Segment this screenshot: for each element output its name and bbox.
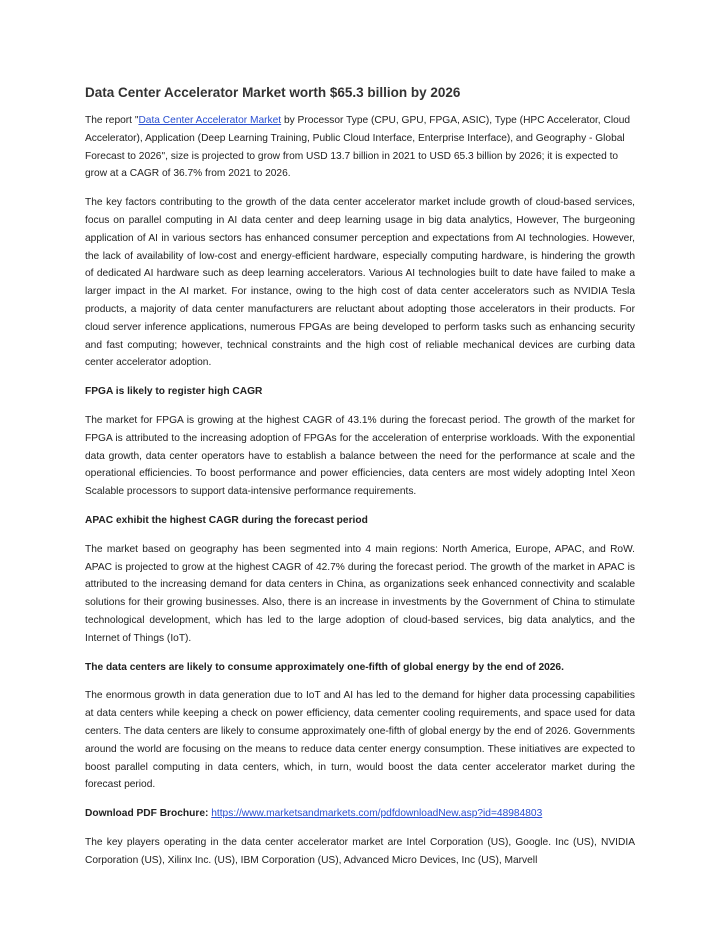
energy-heading: The data centers are likely to consume approximately one-fifth of global energy by the end of 2026. [85,661,564,673]
market-report-link[interactable]: Data Center Accelerator Market [138,115,282,126]
document-page [85,84,635,880]
document-title: Data Center Accelerator Market worth $65.3 billion by 2026 [85,85,461,100]
intro-text-before: The report " [85,115,139,126]
fpga-paragraph: The market for FPGA is growing at the highest CAGR of 43.1% during the forecast period. The growth of the market for FPGA is attributed to the increasing adoption of FPGAs for the acceleration of enterprise workloads. With the exponential data growth, data center operators have to establish a balance between the need for the performance at scale and the operational efficiencies. To boost performance and power efficiencies, data centers are most widely adopting Intel Xeon Scalable processors to support data-intensive performance requirements. [85,414,635,498]
pdf-download-link[interactable]: https://www.marketsandmarkets.com/pdfdownloadNew.asp?id=48984803 [211,808,543,820]
apac-heading: APAC exhibit the highest CAGR during the forecast period [85,514,368,526]
intro-paragraph [85,112,635,183]
energy-paragraph: The enormous growth in data generation due to IoT and AI has led to the demand for higher data processing capabilities at data centers while keeping a check on power efficiency, data cementer cooling requirements, and space used for data centers. The data centers are likely to consume approximately one-fifth of global energy by the end of 2026. Governments around the world are focusing on the means to reduce data center energy consumption. These initiatives are expected to boost parallel computing in data centers, which, in turn, would boost the data center accelerator market during the forecast period. [85,690,635,791]
key-players-paragraph: The key players operating in the data center accelerator market are Intel Corporation (US), Google. Inc (US), NVIDIA Corporation (US), Xilinx Inc. (US), IBM Corporation (US), Advanced Micro Devices, Inc (US), Marvell [85,836,635,866]
download-label: Download PDF Brochure: [85,808,209,820]
fpga-heading: FPGA is likely to register high CAGR [85,386,263,398]
intro-text-after: by Processor Type (CPU, GPU, FPGA, ASIC), Type (HPC Accelerator, Cloud Accelerator), Application (Deep Learning Training, Public Cloud Interface, Enterprise Interface), and Geography - Global Forecast to 2026", size is projected to grow from USD 13.7 billion in 2021 to USD 65.3 billion by 2026; it is expected to grow at a CAGR of 36.7% from 2021 to 2026. [85,115,631,180]
apac-paragraph: The market based on geography has been segmented into 4 main regions: North America, Europe, APAC, and RoW. APAC is projected to grow at the highest CAGR of 42.7% during the forecast period. The growth of the market in APAC is attributed to the increasing demand for data centers in China, as organizations seek enhanced connectivity and scalable solutions for their growing businesses. Also, there is an increase in investments by the Government of China to stimulate technological development, which has led to the large adoption of cloud-based services, big data analytics, and the Internet of Things (IoT). [85,543,635,644]
key-factors-paragraph: The key factors contributing to the growth of the data center accelerator market include growth of cloud-based services, focus on parallel computing in AI data center and deep learning usage in big data analytics, However, The burgeoning application of AI in various sectors has enhanced consumer perception and expectations from AI technologies. However, the lack of availability of low-cost and energy-efficient hardware, especially computing hardware, is hindering the growth of dedicated AI hardware such as deep learning accelerators. Various AI technologies built to date have failed to make a larger impact in the AI market. For instance, owing to the high cost of data center accelerators such as NVIDIA Tesla products, a majority of data center manufacturers are reluctant about adopting those accelerators in their products. For cloud server inference applications, numerous FPGAs are being developed to perform tasks such as enhancing security and fast computing; however, technical constraints and the high cost of reliable mechanical devices are curbing data center accelerator adoption. [85,197,635,369]
download-line [85,805,635,823]
